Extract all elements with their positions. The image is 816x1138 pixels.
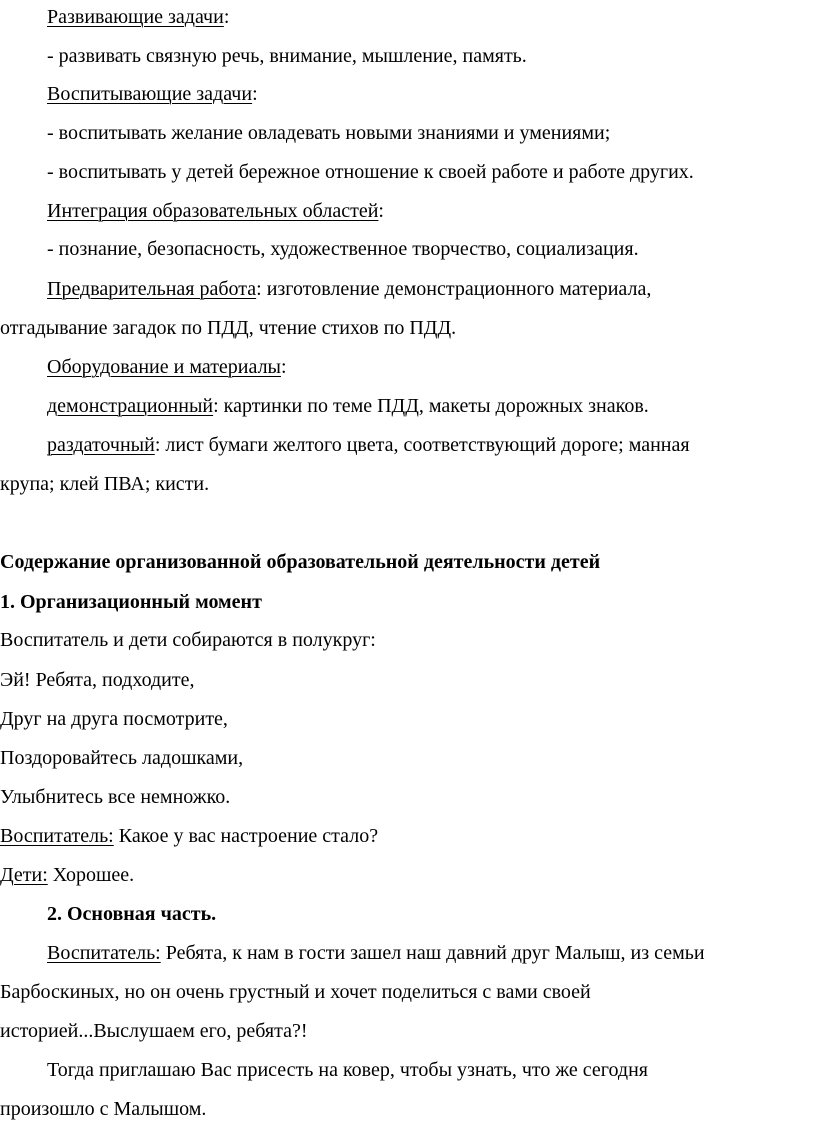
demo-materials-text: : картинки по теме ПДД, макеты дорожных знаков. [213, 395, 649, 417]
demo-materials-line [47, 393, 649, 419]
teacher-question: Какое у вас настроение стало? [113, 825, 379, 847]
colon: : [280, 356, 287, 378]
handout-materials-text-cont: крупа; клей ПВА; кисти. [0, 473, 210, 495]
speaker-label-kids: Дети: [0, 864, 48, 886]
integration-item: - познание, безопасность, художественное творчество, социализация. [47, 238, 639, 260]
integration-heading-line [47, 198, 384, 224]
poem-line-2: Друг на друга посмотрите, [0, 708, 228, 730]
poem-line-1: Эй! Ребята, подходите, [0, 669, 195, 691]
section-2-p1-text: Ребята, к нам в гости зашел наш давний друг Малыш, из семьи [160, 942, 705, 964]
section-2-title: 2. Основная часть. [47, 903, 217, 925]
edu-tasks-item-1: - воспитывать желание овладевать новыми знаниями и умениями; [47, 122, 611, 144]
integration-heading: Интеграция образовательных областей [47, 200, 379, 222]
prep-work-text: : изготовление демонстрационного материала, [256, 278, 652, 300]
handout-materials-text: : лист бумаги желтого цвета, соответствующий дороге; манная [154, 434, 690, 456]
speaker-label-teacher: Воспитатель: [47, 942, 161, 964]
handout-materials-label: раздаточный [47, 434, 155, 456]
dev-tasks-item: - развивать связную речь, внимание, мышление, память. [47, 45, 527, 67]
section-2-p1-line-1 [47, 940, 705, 966]
equipment-heading-line [47, 354, 287, 380]
demo-materials-label: демонстрационный [47, 395, 214, 417]
dev-tasks-heading: Развивающие задачи [47, 6, 224, 28]
kids-answer: Хорошее. [47, 864, 135, 886]
section-1-intro: Воспитатель и дети собираются в полукруг: [0, 629, 376, 651]
section-2-p2-line-1: Тогда приглашаю Вас присесть на ковер, чтобы узнать, что же сегодня [47, 1059, 649, 1081]
teacher-dialog-line [0, 823, 378, 849]
edu-tasks-heading-line [47, 81, 258, 107]
colon: : [378, 200, 384, 222]
prep-work-text-cont: отгадывание загадок по ПДД, чтение стихов по ПДД. [0, 317, 457, 339]
section-1-title: 1. Организационный момент [0, 591, 262, 613]
kids-dialog-line [0, 862, 134, 888]
content-title: Содержание организованной образовательной деятельности детей [0, 551, 601, 573]
section-2-p1-line-2: Барбоскиных, но он очень грустный и хочет поделиться с вами своей [0, 981, 591, 1003]
edu-tasks-heading: Воспитывающие задачи [47, 83, 253, 105]
equipment-heading: Оборудование и материалы [47, 356, 281, 378]
handout-materials-line [47, 432, 690, 458]
section-2-p2-line-2: произошло с Малышом. [0, 1098, 207, 1120]
speaker-label-teacher: Воспитатель: [0, 825, 114, 847]
prep-work-line [47, 276, 651, 302]
section-2-p1-line-3: историей...Выслушаем его, ребята?! [0, 1020, 308, 1042]
poem-line-3: Поздоровайтесь ладошками, [0, 747, 244, 769]
prep-work-heading: Предварительная работа [47, 278, 257, 300]
dev-tasks-heading-line [47, 4, 229, 30]
poem-line-4: Улыбнитесь все немножко. [0, 786, 231, 808]
colon: : [252, 83, 258, 105]
colon: : [223, 6, 230, 28]
edu-tasks-item-2: - воспитывать у детей бережное отношение к своей работе и работе других. [47, 161, 694, 183]
